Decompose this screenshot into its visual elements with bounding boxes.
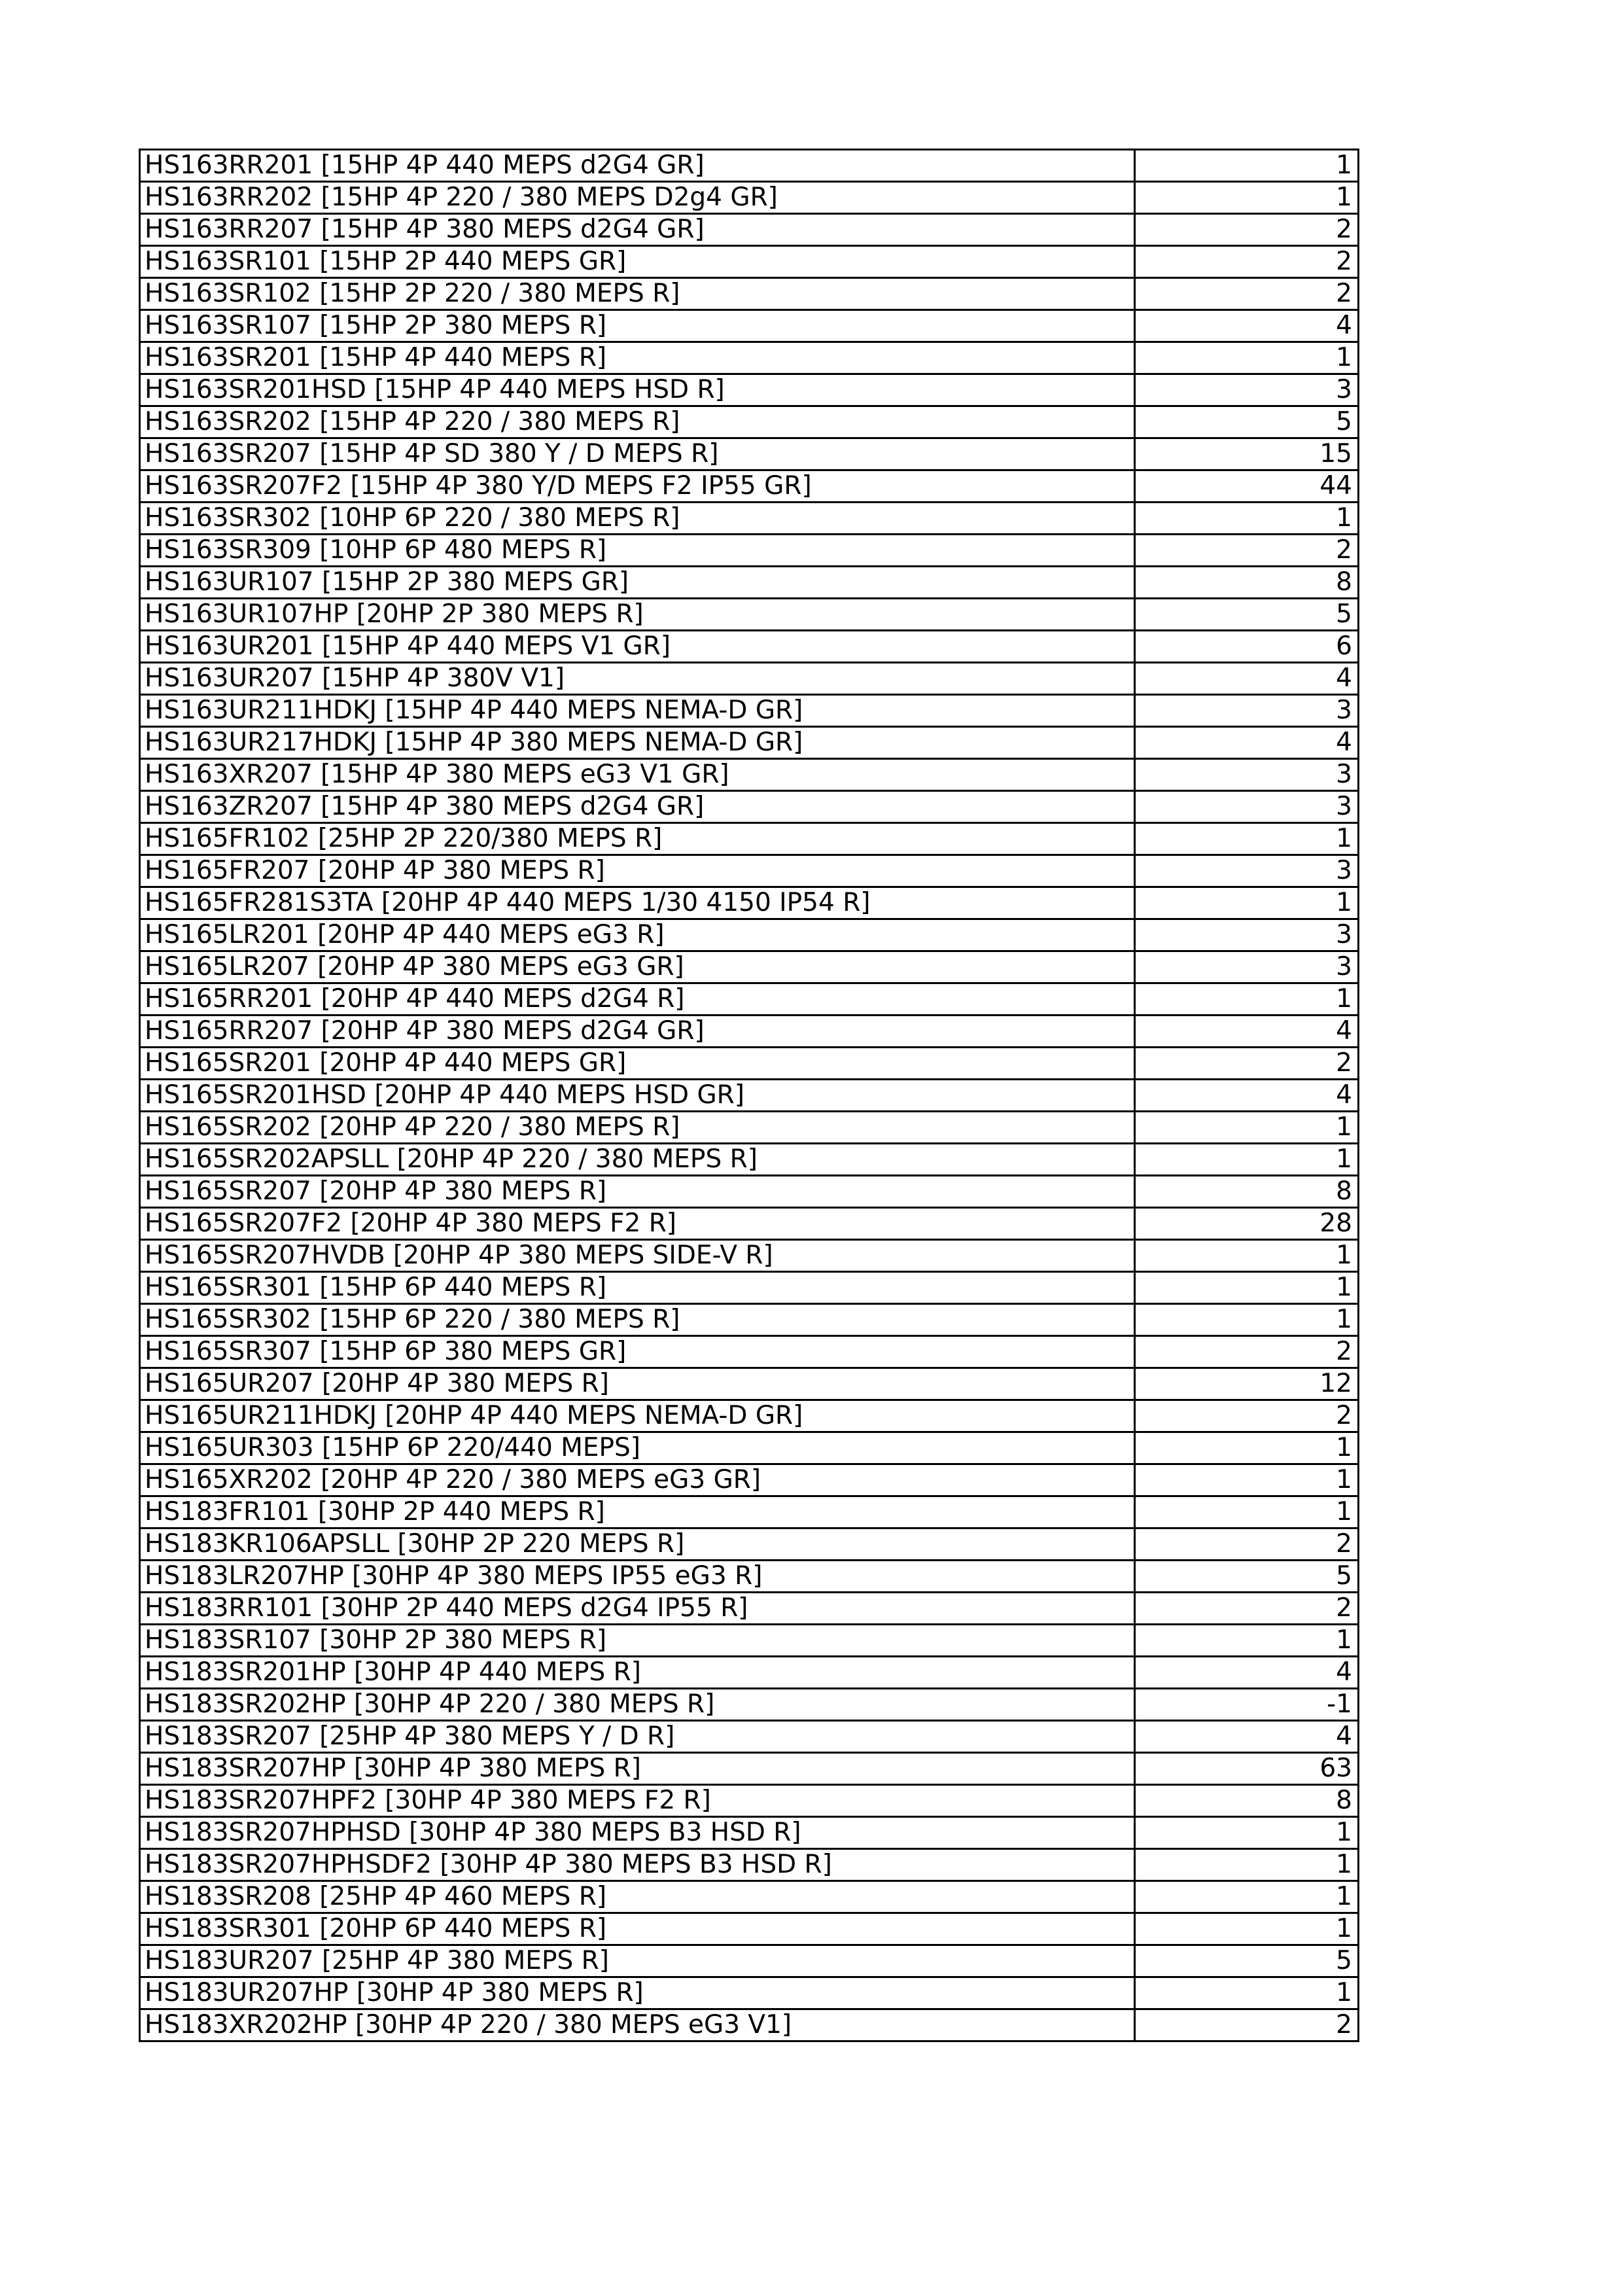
- quantity-cell: 1: [1135, 1496, 1359, 1528]
- product-description-cell: HS163SR309 [10HP 6P 480 MEPS R]: [140, 535, 1135, 567]
- quantity-cell: 1: [1135, 1304, 1359, 1336]
- product-description-cell: HS165FR102 [25HP 2P 220/380 MEPS R]: [140, 823, 1135, 855]
- quantity-cell: 15: [1135, 438, 1359, 470]
- quantity-cell: 1: [1135, 1977, 1359, 2009]
- table-row: [140, 695, 1359, 727]
- product-description-cell: HS183FR101 [30HP 2P 440 MEPS R]: [140, 1496, 1135, 1528]
- product-description-cell: HS163RR202 [15HP 4P 220 / 380 MEPS D2g4 GR]: [140, 182, 1135, 214]
- quantity-cell: 2: [1135, 1593, 1359, 1625]
- product-description-cell: HS183SR207HPF2 [30HP 4P 380 MEPS F2 R]: [140, 1785, 1135, 1817]
- product-description-cell: HS165SR301 [15HP 6P 440 MEPS R]: [140, 1272, 1135, 1304]
- table-row: [140, 1913, 1359, 1945]
- table-body: [140, 150, 1359, 2041]
- table-row: [140, 1048, 1359, 1080]
- table-row: [140, 1240, 1359, 1272]
- product-description-cell: HS183KR106APSLL [30HP 2P 220 MEPS R]: [140, 1528, 1135, 1561]
- table-row: [140, 599, 1359, 631]
- product-description-cell: HS165FR207 [20HP 4P 380 MEPS R]: [140, 855, 1135, 887]
- quantity-cell: 3: [1135, 951, 1359, 983]
- product-description-cell: HS183SR207HPHSDF2 [30HP 4P 380 MEPS B3 HSD R]: [140, 1849, 1135, 1881]
- table-row: [140, 1945, 1359, 1977]
- quantity-cell: 4: [1135, 727, 1359, 759]
- quantity-cell: 8: [1135, 567, 1359, 599]
- quantity-cell: -1: [1135, 1689, 1359, 1721]
- product-description-cell: HS163RR201 [15HP 4P 440 MEPS d2G4 GR]: [140, 150, 1135, 182]
- product-description-cell: HS163SR107 [15HP 2P 380 MEPS R]: [140, 310, 1135, 342]
- table-row: [140, 1400, 1359, 1432]
- quantity-cell: 2: [1135, 2009, 1359, 2041]
- table-row: [140, 1336, 1359, 1368]
- table-row: [140, 919, 1359, 951]
- quantity-cell: 8: [1135, 1785, 1359, 1817]
- table-row: [140, 727, 1359, 759]
- quantity-cell: 6: [1135, 631, 1359, 663]
- quantity-cell: 1: [1135, 887, 1359, 919]
- table-row: [140, 1144, 1359, 1176]
- quantity-cell: 5: [1135, 1945, 1359, 1977]
- product-description-cell: HS165SR207F2 [20HP 4P 380 MEPS F2 R]: [140, 1208, 1135, 1240]
- table-row: [140, 1849, 1359, 1881]
- table-row: [140, 791, 1359, 823]
- table-row: [140, 631, 1359, 663]
- quantity-cell: 1: [1135, 1817, 1359, 1849]
- product-description-cell: HS183SR208 [25HP 4P 460 MEPS R]: [140, 1881, 1135, 1913]
- quantity-cell: 1: [1135, 1240, 1359, 1272]
- table-row: [140, 983, 1359, 1016]
- table-row: [140, 374, 1359, 406]
- table-row: [140, 310, 1359, 342]
- product-description-cell: HS163SR201 [15HP 4P 440 MEPS R]: [140, 342, 1135, 374]
- table-row: [140, 1721, 1359, 1753]
- quantity-cell: 28: [1135, 1208, 1359, 1240]
- table-row: [140, 1625, 1359, 1657]
- inventory-table: [139, 149, 1359, 2042]
- product-description-cell: HS183SR207HPHSD [30HP 4P 380 MEPS B3 HSD R]: [140, 1817, 1135, 1849]
- product-description-cell: HS163UR201 [15HP 4P 440 MEPS V1 GR]: [140, 631, 1135, 663]
- product-description-cell: HS165SR307 [15HP 6P 380 MEPS GR]: [140, 1336, 1135, 1368]
- product-description-cell: HS165SR302 [15HP 6P 220 / 380 MEPS R]: [140, 1304, 1135, 1336]
- product-description-cell: HS163ZR207 [15HP 4P 380 MEPS d2G4 GR]: [140, 791, 1135, 823]
- table-row: [140, 2009, 1359, 2041]
- table-row: [140, 855, 1359, 887]
- quantity-cell: 5: [1135, 406, 1359, 438]
- quantity-cell: 5: [1135, 1561, 1359, 1593]
- table-row: [140, 438, 1359, 470]
- table-row: [140, 1528, 1359, 1561]
- product-description-cell: HS163UR107HP [20HP 2P 380 MEPS R]: [140, 599, 1135, 631]
- product-description-cell: HS163SR207 [15HP 4P SD 380 Y / D MEPS R]: [140, 438, 1135, 470]
- product-description-cell: HS183UR207HP [30HP 4P 380 MEPS R]: [140, 1977, 1135, 2009]
- quantity-cell: 1: [1135, 1112, 1359, 1144]
- table-row: [140, 1208, 1359, 1240]
- table-row: [140, 342, 1359, 374]
- quantity-cell: 1: [1135, 1432, 1359, 1464]
- quantity-cell: 4: [1135, 1657, 1359, 1689]
- product-description-cell: HS183SR107 [30HP 2P 380 MEPS R]: [140, 1625, 1135, 1657]
- quantity-cell: 1: [1135, 1272, 1359, 1304]
- product-description-cell: HS163UR211HDKJ [15HP 4P 440 MEPS NEMA-D GR]: [140, 695, 1135, 727]
- product-description-cell: HS165SR202 [20HP 4P 220 / 380 MEPS R]: [140, 1112, 1135, 1144]
- table-row: [140, 1016, 1359, 1048]
- product-description-cell: HS183SR207 [25HP 4P 380 MEPS Y / D R]: [140, 1721, 1135, 1753]
- product-description-cell: HS183SR202HP [30HP 4P 220 / 380 MEPS R]: [140, 1689, 1135, 1721]
- table-row: [140, 1304, 1359, 1336]
- product-description-cell: HS165XR202 [20HP 4P 220 / 380 MEPS eG3 GR]: [140, 1464, 1135, 1496]
- product-description-cell: HS165SR202APSLL [20HP 4P 220 / 380 MEPS R]: [140, 1144, 1135, 1176]
- quantity-cell: 4: [1135, 663, 1359, 695]
- table-row: [140, 278, 1359, 310]
- table-row: [140, 503, 1359, 535]
- product-description-cell: HS163SR201HSD [15HP 4P 440 MEPS HSD R]: [140, 374, 1135, 406]
- table-row: [140, 823, 1359, 855]
- quantity-cell: 1: [1135, 1913, 1359, 1945]
- quantity-cell: 4: [1135, 1721, 1359, 1753]
- product-description-cell: HS163RR207 [15HP 4P 380 MEPS d2G4 GR]: [140, 214, 1135, 246]
- quantity-cell: 2: [1135, 246, 1359, 278]
- quantity-cell: 8: [1135, 1176, 1359, 1208]
- product-description-cell: HS165RR201 [20HP 4P 440 MEPS d2G4 R]: [140, 983, 1135, 1016]
- product-description-cell: HS163SR302 [10HP 6P 220 / 380 MEPS R]: [140, 503, 1135, 535]
- product-description-cell: HS165UR207 [20HP 4P 380 MEPS R]: [140, 1368, 1135, 1400]
- product-description-cell: HS165SR207 [20HP 4P 380 MEPS R]: [140, 1176, 1135, 1208]
- table-row: [140, 567, 1359, 599]
- table-row: [140, 1112, 1359, 1144]
- product-description-cell: HS163SR202 [15HP 4P 220 / 380 MEPS R]: [140, 406, 1135, 438]
- table-row: [140, 887, 1359, 919]
- quantity-cell: 3: [1135, 855, 1359, 887]
- quantity-cell: 1: [1135, 1144, 1359, 1176]
- table-row: [140, 1272, 1359, 1304]
- quantity-cell: 1: [1135, 983, 1359, 1016]
- product-description-cell: HS165SR207HVDB [20HP 4P 380 MEPS SIDE-V R]: [140, 1240, 1135, 1272]
- table-row: [140, 1496, 1359, 1528]
- table-row: [140, 214, 1359, 246]
- table-row: [140, 246, 1359, 278]
- product-description-cell: HS163SR101 [15HP 2P 440 MEPS GR]: [140, 246, 1135, 278]
- product-description-cell: HS165SR201HSD [20HP 4P 440 MEPS HSD GR]: [140, 1080, 1135, 1112]
- product-description-cell: HS163UR207 [15HP 4P 380V V1]: [140, 663, 1135, 695]
- product-description-cell: HS165RR207 [20HP 4P 380 MEPS d2G4 GR]: [140, 1016, 1135, 1048]
- product-description-cell: HS183XR202HP [30HP 4P 220 / 380 MEPS eG3 V1]: [140, 2009, 1135, 2041]
- product-description-cell: HS165LR207 [20HP 4P 380 MEPS eG3 GR]: [140, 951, 1135, 983]
- quantity-cell: 1: [1135, 1464, 1359, 1496]
- quantity-cell: 2: [1135, 214, 1359, 246]
- quantity-cell: 5: [1135, 599, 1359, 631]
- quantity-cell: 2: [1135, 278, 1359, 310]
- product-description-cell: HS163SR102 [15HP 2P 220 / 380 MEPS R]: [140, 278, 1135, 310]
- product-description-cell: HS183SR201HP [30HP 4P 440 MEPS R]: [140, 1657, 1135, 1689]
- table-row: [140, 1881, 1359, 1913]
- quantity-cell: 1: [1135, 1849, 1359, 1881]
- quantity-cell: 12: [1135, 1368, 1359, 1400]
- product-description-cell: HS163UR107 [15HP 2P 380 MEPS GR]: [140, 567, 1135, 599]
- quantity-cell: 3: [1135, 759, 1359, 791]
- product-description-cell: HS163SR207F2 [15HP 4P 380 Y/D MEPS F2 IP55 GR]: [140, 470, 1135, 503]
- product-description-cell: HS183RR101 [30HP 2P 440 MEPS d2G4 IP55 R]: [140, 1593, 1135, 1625]
- quantity-cell: 44: [1135, 470, 1359, 503]
- quantity-cell: 1: [1135, 150, 1359, 182]
- table-row: [140, 1593, 1359, 1625]
- table-row: [140, 1977, 1359, 2009]
- table-row: [140, 1464, 1359, 1496]
- quantity-cell: 2: [1135, 535, 1359, 567]
- table-row: [140, 1368, 1359, 1400]
- product-description-cell: HS163XR207 [15HP 4P 380 MEPS eG3 V1 GR]: [140, 759, 1135, 791]
- table-row: [140, 1785, 1359, 1817]
- quantity-cell: 2: [1135, 1400, 1359, 1432]
- product-description-cell: HS183SR207HP [30HP 4P 380 MEPS R]: [140, 1753, 1135, 1785]
- table-row: [140, 470, 1359, 503]
- table-row: [140, 1817, 1359, 1849]
- quantity-cell: 4: [1135, 310, 1359, 342]
- product-description-cell: HS183UR207 [25HP 4P 380 MEPS R]: [140, 1945, 1135, 1977]
- product-description-cell: HS183SR301 [20HP 6P 440 MEPS R]: [140, 1913, 1135, 1945]
- quantity-cell: 3: [1135, 791, 1359, 823]
- quantity-cell: 1: [1135, 1625, 1359, 1657]
- quantity-cell: 2: [1135, 1048, 1359, 1080]
- quantity-cell: 1: [1135, 823, 1359, 855]
- table-row: [140, 150, 1359, 182]
- table-row: [140, 1689, 1359, 1721]
- quantity-cell: 3: [1135, 695, 1359, 727]
- product-description-cell: HS165LR201 [20HP 4P 440 MEPS eG3 R]: [140, 919, 1135, 951]
- table-row: [140, 1561, 1359, 1593]
- table-row: [140, 182, 1359, 214]
- quantity-cell: 4: [1135, 1016, 1359, 1048]
- table-row: [140, 1432, 1359, 1464]
- table-row: [140, 406, 1359, 438]
- quantity-cell: 1: [1135, 1881, 1359, 1913]
- product-description-cell: HS165UR303 [15HP 6P 220/440 MEPS]: [140, 1432, 1135, 1464]
- quantity-cell: 63: [1135, 1753, 1359, 1785]
- quantity-cell: 1: [1135, 182, 1359, 214]
- product-description-cell: HS183LR207HP [30HP 4P 380 MEPS IP55 eG3 R]: [140, 1561, 1135, 1593]
- quantity-cell: 3: [1135, 374, 1359, 406]
- quantity-cell: 2: [1135, 1336, 1359, 1368]
- table-row: [140, 759, 1359, 791]
- product-description-cell: HS165FR281S3TA [20HP 4P 440 MEPS 1/30 4150 IP54 R]: [140, 887, 1135, 919]
- quantity-cell: 1: [1135, 342, 1359, 374]
- quantity-cell: 1: [1135, 503, 1359, 535]
- product-description-cell: HS165SR201 [20HP 4P 440 MEPS GR]: [140, 1048, 1135, 1080]
- quantity-cell: 4: [1135, 1080, 1359, 1112]
- product-description-cell: HS165UR211HDKJ [20HP 4P 440 MEPS NEMA-D GR]: [140, 1400, 1135, 1432]
- table-row: [140, 663, 1359, 695]
- product-description-cell: HS163UR217HDKJ [15HP 4P 380 MEPS NEMA-D GR]: [140, 727, 1135, 759]
- table-row: [140, 951, 1359, 983]
- table-row: [140, 1080, 1359, 1112]
- table-row: [140, 1753, 1359, 1785]
- quantity-cell: 2: [1135, 1528, 1359, 1561]
- table-row: [140, 535, 1359, 567]
- table-row: [140, 1657, 1359, 1689]
- table-row: [140, 1176, 1359, 1208]
- quantity-cell: 3: [1135, 919, 1359, 951]
